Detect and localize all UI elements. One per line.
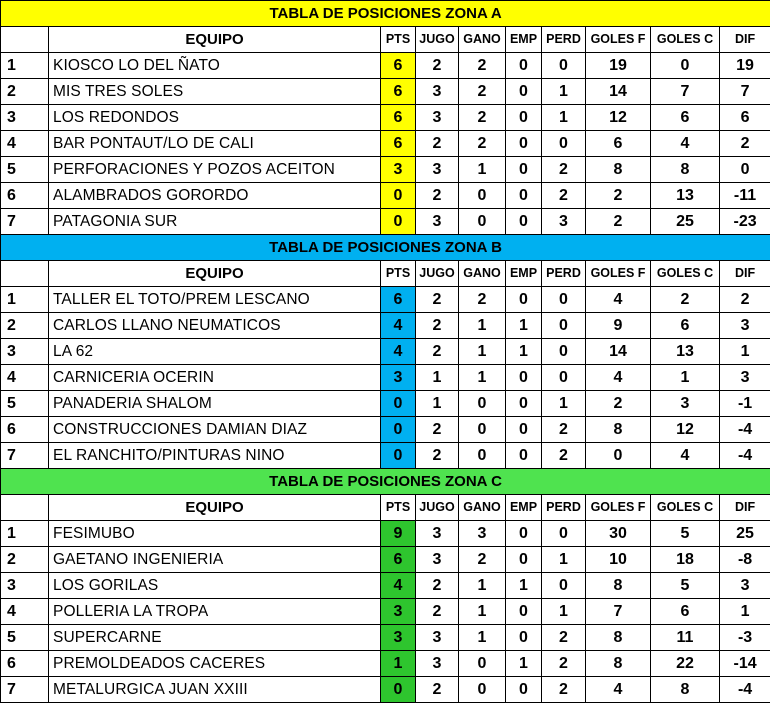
gano-cell[interactable]: 3: [459, 521, 506, 547]
column-header-row: [1, 261, 770, 287]
perd-cell[interactable]: 2: [542, 183, 586, 209]
position-cell: 2: [1, 313, 49, 339]
perd-cell[interactable]: 2: [542, 651, 586, 677]
goles-f-cell[interactable]: 12: [586, 105, 651, 131]
jugo-cell[interactable]: 2: [416, 313, 459, 339]
team-name-cell[interactable]: ALAMBRADOS GORORDO: [49, 183, 381, 209]
emp-cell[interactable]: 1: [506, 573, 542, 599]
position-cell: 1: [1, 53, 49, 79]
goles-c-cell[interactable]: 2: [651, 287, 720, 313]
dif-cell[interactable]: 3: [720, 313, 770, 339]
emp-cell[interactable]: 0: [506, 677, 542, 703]
goles-f-cell[interactable]: 14: [586, 339, 651, 365]
jugo-cell[interactable]: 2: [416, 677, 459, 703]
header-pts[interactable]: PTS: [381, 261, 416, 287]
goles-f-cell[interactable]: 4: [586, 677, 651, 703]
goles-c-cell[interactable]: 18: [651, 547, 720, 573]
team-name-cell[interactable]: BAR PONTAUT/LO DE CALI: [49, 131, 381, 157]
goles-c-cell[interactable]: 11: [651, 625, 720, 651]
goles-f-cell[interactable]: 2: [586, 391, 651, 417]
dif-cell[interactable]: -3: [720, 625, 770, 651]
perd-cell[interactable]: 2: [542, 157, 586, 183]
gano-cell[interactable]: 0: [459, 651, 506, 677]
header-goles-f[interactable]: GOLES F: [586, 495, 651, 521]
points-cell[interactable]: 6: [381, 105, 416, 131]
header-equipo[interactable]: EQUIPO: [49, 261, 381, 287]
perd-cell[interactable]: 0: [542, 313, 586, 339]
dif-cell[interactable]: 25: [720, 521, 770, 547]
dif-cell[interactable]: -1: [720, 391, 770, 417]
perd-cell[interactable]: 0: [542, 365, 586, 391]
gano-cell[interactable]: 1: [459, 339, 506, 365]
emp-cell[interactable]: 0: [506, 79, 542, 105]
position-cell: 6: [1, 417, 49, 443]
goles-f-cell[interactable]: 8: [586, 417, 651, 443]
perd-cell[interactable]: 2: [542, 443, 586, 469]
goles-f-cell[interactable]: 30: [586, 521, 651, 547]
dif-cell[interactable]: 2: [720, 131, 770, 157]
goles-f-cell[interactable]: 0: [586, 443, 651, 469]
position-cell: 4: [1, 599, 49, 625]
goles-c-cell[interactable]: 4: [651, 443, 720, 469]
header-goles-c[interactable]: GOLES C: [651, 261, 720, 287]
team-row[interactable]: [1, 79, 770, 105]
team-row[interactable]: [1, 521, 770, 547]
jugo-cell[interactable]: 1: [416, 365, 459, 391]
perd-cell[interactable]: 0: [542, 339, 586, 365]
zone-title-row: [1, 1, 770, 27]
goles-c-cell[interactable]: 6: [651, 599, 720, 625]
header-goles-c[interactable]: GOLES C: [651, 495, 720, 521]
goles-c-cell[interactable]: 8: [651, 157, 720, 183]
dif-cell[interactable]: 7: [720, 79, 770, 105]
header-gano[interactable]: GANO: [459, 495, 506, 521]
jugo-cell[interactable]: 3: [416, 521, 459, 547]
goles-f-cell[interactable]: 4: [586, 365, 651, 391]
goles-c-cell[interactable]: 5: [651, 573, 720, 599]
emp-cell[interactable]: 0: [506, 53, 542, 79]
position-cell: 1: [1, 521, 49, 547]
gano-cell[interactable]: 1: [459, 625, 506, 651]
goles-c-cell[interactable]: 5: [651, 521, 720, 547]
points-cell[interactable]: 3: [381, 365, 416, 391]
dif-cell[interactable]: 2: [720, 287, 770, 313]
team-row[interactable]: [1, 443, 770, 469]
goles-f-cell[interactable]: 14: [586, 79, 651, 105]
points-cell[interactable]: 3: [381, 625, 416, 651]
emp-cell[interactable]: 0: [506, 365, 542, 391]
emp-cell[interactable]: 1: [506, 339, 542, 365]
dif-cell[interactable]: -11: [720, 183, 770, 209]
gano-cell[interactable]: 0: [459, 183, 506, 209]
goles-f-cell[interactable]: 2: [586, 183, 651, 209]
perd-cell[interactable]: 0: [542, 131, 586, 157]
perd-cell[interactable]: 0: [542, 53, 586, 79]
perd-cell[interactable]: 1: [542, 105, 586, 131]
team-row[interactable]: [1, 391, 770, 417]
dif-cell[interactable]: 1: [720, 339, 770, 365]
position-cell: 3: [1, 105, 49, 131]
team-row[interactable]: [1, 677, 770, 703]
jugo-cell[interactable]: 2: [416, 599, 459, 625]
jugo-cell[interactable]: 2: [416, 53, 459, 79]
team-row[interactable]: [1, 313, 770, 339]
gano-cell[interactable]: 0: [459, 209, 506, 235]
header-perd[interactable]: PERD: [542, 261, 586, 287]
header-jugo[interactable]: JUGO: [416, 261, 459, 287]
position-cell: 3: [1, 573, 49, 599]
points-cell[interactable]: 0: [381, 209, 416, 235]
position-cell: 6: [1, 651, 49, 677]
gano-cell[interactable]: 1: [459, 157, 506, 183]
goles-c-cell[interactable]: 6: [651, 313, 720, 339]
perd-cell[interactable]: 1: [542, 599, 586, 625]
emp-cell[interactable]: 0: [506, 287, 542, 313]
gano-cell[interactable]: 2: [459, 547, 506, 573]
dif-cell[interactable]: -23: [720, 209, 770, 235]
points-cell[interactable]: 9: [381, 521, 416, 547]
dif-cell[interactable]: 19: [720, 53, 770, 79]
jugo-cell[interactable]: 3: [416, 625, 459, 651]
header-dif[interactable]: DIF: [720, 27, 770, 53]
points-cell[interactable]: 4: [381, 339, 416, 365]
goles-c-cell[interactable]: 0: [651, 53, 720, 79]
position-cell: 5: [1, 625, 49, 651]
position-cell: 5: [1, 391, 49, 417]
perd-cell[interactable]: 1: [542, 391, 586, 417]
gano-cell[interactable]: 0: [459, 443, 506, 469]
team-row[interactable]: [1, 651, 770, 677]
position-cell: 1: [1, 287, 49, 313]
points-cell[interactable]: 1: [381, 651, 416, 677]
points-cell[interactable]: 6: [381, 287, 416, 313]
points-cell[interactable]: 0: [381, 677, 416, 703]
zone-title[interactable]: TABLA DE POSICIONES ZONA C: [1, 469, 770, 495]
gano-cell[interactable]: 2: [459, 53, 506, 79]
goles-c-cell[interactable]: 1: [651, 365, 720, 391]
team-name-cell[interactable]: CARNICERIA OCERIN: [49, 365, 381, 391]
goles-f-cell[interactable]: 19: [586, 53, 651, 79]
emp-cell[interactable]: 0: [506, 157, 542, 183]
points-cell[interactable]: 3: [381, 599, 416, 625]
jugo-cell[interactable]: 1: [416, 391, 459, 417]
emp-cell[interactable]: 1: [506, 313, 542, 339]
gano-cell[interactable]: 1: [459, 365, 506, 391]
dif-cell[interactable]: 3: [720, 365, 770, 391]
emp-cell[interactable]: 0: [506, 625, 542, 651]
dif-cell[interactable]: -14: [720, 651, 770, 677]
emp-cell[interactable]: 0: [506, 599, 542, 625]
goles-f-cell[interactable]: 10: [586, 547, 651, 573]
perd-cell[interactable]: 2: [542, 677, 586, 703]
team-row[interactable]: [1, 53, 770, 79]
team-row[interactable]: [1, 547, 770, 573]
header-gano[interactable]: GANO: [459, 261, 506, 287]
header-emp[interactable]: EMP: [506, 27, 542, 53]
emp-cell[interactable]: 0: [506, 521, 542, 547]
dif-cell[interactable]: 3: [720, 573, 770, 599]
perd-cell[interactable]: 0: [542, 287, 586, 313]
team-row[interactable]: [1, 105, 770, 131]
team-name-cell[interactable]: CARLOS LLANO NEUMATICOS: [49, 313, 381, 339]
perd-cell[interactable]: 2: [542, 417, 586, 443]
team-row[interactable]: [1, 339, 770, 365]
jugo-cell[interactable]: 2: [416, 183, 459, 209]
header-perd[interactable]: PERD: [542, 27, 586, 53]
team-row[interactable]: [1, 157, 770, 183]
jugo-cell[interactable]: 3: [416, 209, 459, 235]
team-name-cell[interactable]: GAETANO INGENIERIA: [49, 547, 381, 573]
position-cell: 4: [1, 365, 49, 391]
jugo-cell[interactable]: 2: [416, 287, 459, 313]
standings-body: [1, 1, 770, 703]
team-name-cell[interactable]: CONSTRUCCIONES DAMIAN DIAZ: [49, 417, 381, 443]
column-header-row: [1, 495, 770, 521]
goles-f-cell[interactable]: 8: [586, 651, 651, 677]
emp-cell[interactable]: 0: [506, 547, 542, 573]
header-equipo[interactable]: EQUIPO: [49, 27, 381, 53]
team-row[interactable]: [1, 417, 770, 443]
goles-c-cell[interactable]: 3: [651, 391, 720, 417]
header-position: [1, 261, 49, 287]
perd-cell[interactable]: 2: [542, 625, 586, 651]
goles-c-cell[interactable]: 22: [651, 651, 720, 677]
position-cell: 7: [1, 209, 49, 235]
points-cell[interactable]: 6: [381, 53, 416, 79]
jugo-cell[interactable]: 2: [416, 443, 459, 469]
perd-cell[interactable]: 3: [542, 209, 586, 235]
points-cell[interactable]: 0: [381, 417, 416, 443]
position-cell: 2: [1, 79, 49, 105]
header-emp[interactable]: EMP: [506, 261, 542, 287]
gano-cell[interactable]: 0: [459, 417, 506, 443]
gano-cell[interactable]: 1: [459, 599, 506, 625]
goles-f-cell[interactable]: 9: [586, 313, 651, 339]
gano-cell[interactable]: 1: [459, 313, 506, 339]
team-name-cell[interactable]: PREMOLDEADOS CACERES: [49, 651, 381, 677]
goles-f-cell[interactable]: 4: [586, 287, 651, 313]
header-jugo[interactable]: JUGO: [416, 27, 459, 53]
goles-f-cell[interactable]: 8: [586, 625, 651, 651]
team-row[interactable]: [1, 365, 770, 391]
points-cell[interactable]: 6: [381, 547, 416, 573]
points-cell[interactable]: 0: [381, 183, 416, 209]
points-cell[interactable]: 0: [381, 443, 416, 469]
perd-cell[interactable]: 0: [542, 573, 586, 599]
header-goles-f[interactable]: GOLES F: [586, 261, 651, 287]
gano-cell[interactable]: 2: [459, 105, 506, 131]
dif-cell[interactable]: -4: [720, 417, 770, 443]
points-cell[interactable]: 4: [381, 313, 416, 339]
dif-cell[interactable]: -4: [720, 677, 770, 703]
team-name-cell[interactable]: POLLERIA LA TROPA: [49, 599, 381, 625]
team-name-cell[interactable]: TALLER EL TOTO/PREM LESCANO: [49, 287, 381, 313]
zone-title-row: [1, 469, 770, 495]
points-cell[interactable]: 6: [381, 131, 416, 157]
dif-cell[interactable]: 1: [720, 599, 770, 625]
jugo-cell[interactable]: 2: [416, 417, 459, 443]
goles-f-cell[interactable]: 6: [586, 131, 651, 157]
goles-c-cell[interactable]: 25: [651, 209, 720, 235]
position-cell: 7: [1, 443, 49, 469]
gano-cell[interactable]: 2: [459, 131, 506, 157]
header-position: [1, 27, 49, 53]
emp-cell[interactable]: 0: [506, 391, 542, 417]
emp-cell[interactable]: 0: [506, 105, 542, 131]
gano-cell[interactable]: 0: [459, 677, 506, 703]
dif-cell[interactable]: 0: [720, 157, 770, 183]
goles-c-cell[interactable]: 6: [651, 105, 720, 131]
team-name-cell[interactable]: LOS GORILAS: [49, 573, 381, 599]
header-pts[interactable]: PTS: [381, 27, 416, 53]
emp-cell[interactable]: 0: [506, 443, 542, 469]
header-gano[interactable]: GANO: [459, 27, 506, 53]
points-cell[interactable]: 4: [381, 573, 416, 599]
goles-f-cell[interactable]: 8: [586, 573, 651, 599]
team-row[interactable]: [1, 625, 770, 651]
jugo-cell[interactable]: 3: [416, 157, 459, 183]
team-name-cell[interactable]: METALURGICA JUAN XXIII: [49, 677, 381, 703]
gano-cell[interactable]: 0: [459, 391, 506, 417]
header-perd[interactable]: PERD: [542, 495, 586, 521]
emp-cell[interactable]: 1: [506, 651, 542, 677]
perd-cell[interactable]: 0: [542, 521, 586, 547]
jugo-cell[interactable]: 3: [416, 79, 459, 105]
zone-title-row: [1, 235, 770, 261]
header-dif[interactable]: DIF: [720, 495, 770, 521]
goles-f-cell[interactable]: 7: [586, 599, 651, 625]
header-goles-f[interactable]: GOLES F: [586, 27, 651, 53]
jugo-cell[interactable]: 2: [416, 573, 459, 599]
team-row[interactable]: [1, 131, 770, 157]
zone-title[interactable]: TABLA DE POSICIONES ZONA A: [1, 1, 770, 27]
gano-cell[interactable]: 1: [459, 573, 506, 599]
team-row[interactable]: [1, 599, 770, 625]
goles-c-cell[interactable]: 12: [651, 417, 720, 443]
header-goles-c[interactable]: GOLES C: [651, 27, 720, 53]
team-row[interactable]: [1, 287, 770, 313]
position-cell: 4: [1, 131, 49, 157]
points-cell[interactable]: 6: [381, 79, 416, 105]
position-cell: 3: [1, 339, 49, 365]
position-cell: 5: [1, 157, 49, 183]
perd-cell[interactable]: 1: [542, 547, 586, 573]
zone-title[interactable]: TABLA DE POSICIONES ZONA B: [1, 235, 770, 261]
team-name-cell[interactable]: EL RANCHITO/PINTURAS NINO: [49, 443, 381, 469]
team-name-cell[interactable]: PERFORACIONES Y POZOS ACEITON: [49, 157, 381, 183]
emp-cell[interactable]: 0: [506, 417, 542, 443]
points-cell[interactable]: 0: [381, 391, 416, 417]
emp-cell[interactable]: 0: [506, 209, 542, 235]
team-name-cell[interactable]: FESIMUBO: [49, 521, 381, 547]
team-name-cell[interactable]: PANADERIA SHALOM: [49, 391, 381, 417]
goles-c-cell[interactable]: 13: [651, 339, 720, 365]
header-pts[interactable]: PTS: [381, 495, 416, 521]
dif-cell[interactable]: 6: [720, 105, 770, 131]
dif-cell[interactable]: -8: [720, 547, 770, 573]
jugo-cell[interactable]: 2: [416, 131, 459, 157]
goles-c-cell[interactable]: 13: [651, 183, 720, 209]
position-cell: 7: [1, 677, 49, 703]
team-row[interactable]: [1, 573, 770, 599]
goles-f-cell[interactable]: 2: [586, 209, 651, 235]
header-emp[interactable]: EMP: [506, 495, 542, 521]
position-cell: 6: [1, 183, 49, 209]
points-cell[interactable]: 3: [381, 157, 416, 183]
header-equipo[interactable]: EQUIPO: [49, 495, 381, 521]
gano-cell[interactable]: 2: [459, 79, 506, 105]
team-row[interactable]: [1, 183, 770, 209]
team-row[interactable]: [1, 209, 770, 235]
team-name-cell[interactable]: PATAGONIA SUR: [49, 209, 381, 235]
goles-f-cell[interactable]: 8: [586, 157, 651, 183]
goles-c-cell[interactable]: 4: [651, 131, 720, 157]
dif-cell[interactable]: -4: [720, 443, 770, 469]
header-dif[interactable]: DIF: [720, 261, 770, 287]
jugo-cell[interactable]: 3: [416, 547, 459, 573]
position-cell: 2: [1, 547, 49, 573]
team-name-cell[interactable]: LA 62: [49, 339, 381, 365]
team-name-cell[interactable]: MIS TRES SOLES: [49, 79, 381, 105]
gano-cell[interactable]: 2: [459, 287, 506, 313]
perd-cell[interactable]: 1: [542, 79, 586, 105]
team-name-cell[interactable]: SUPERCARNE: [49, 625, 381, 651]
header-jugo[interactable]: JUGO: [416, 495, 459, 521]
team-name-cell[interactable]: LOS REDONDOS: [49, 105, 381, 131]
goles-c-cell[interactable]: 7: [651, 79, 720, 105]
header-position: [1, 495, 49, 521]
team-name-cell[interactable]: KIOSCO LO DEL ÑATO: [49, 53, 381, 79]
emp-cell[interactable]: 0: [506, 131, 542, 157]
column-header-row: [1, 27, 770, 53]
emp-cell[interactable]: 0: [506, 183, 542, 209]
goles-c-cell[interactable]: 8: [651, 677, 720, 703]
jugo-cell[interactable]: 3: [416, 105, 459, 131]
jugo-cell[interactable]: 2: [416, 339, 459, 365]
jugo-cell[interactable]: 3: [416, 651, 459, 677]
